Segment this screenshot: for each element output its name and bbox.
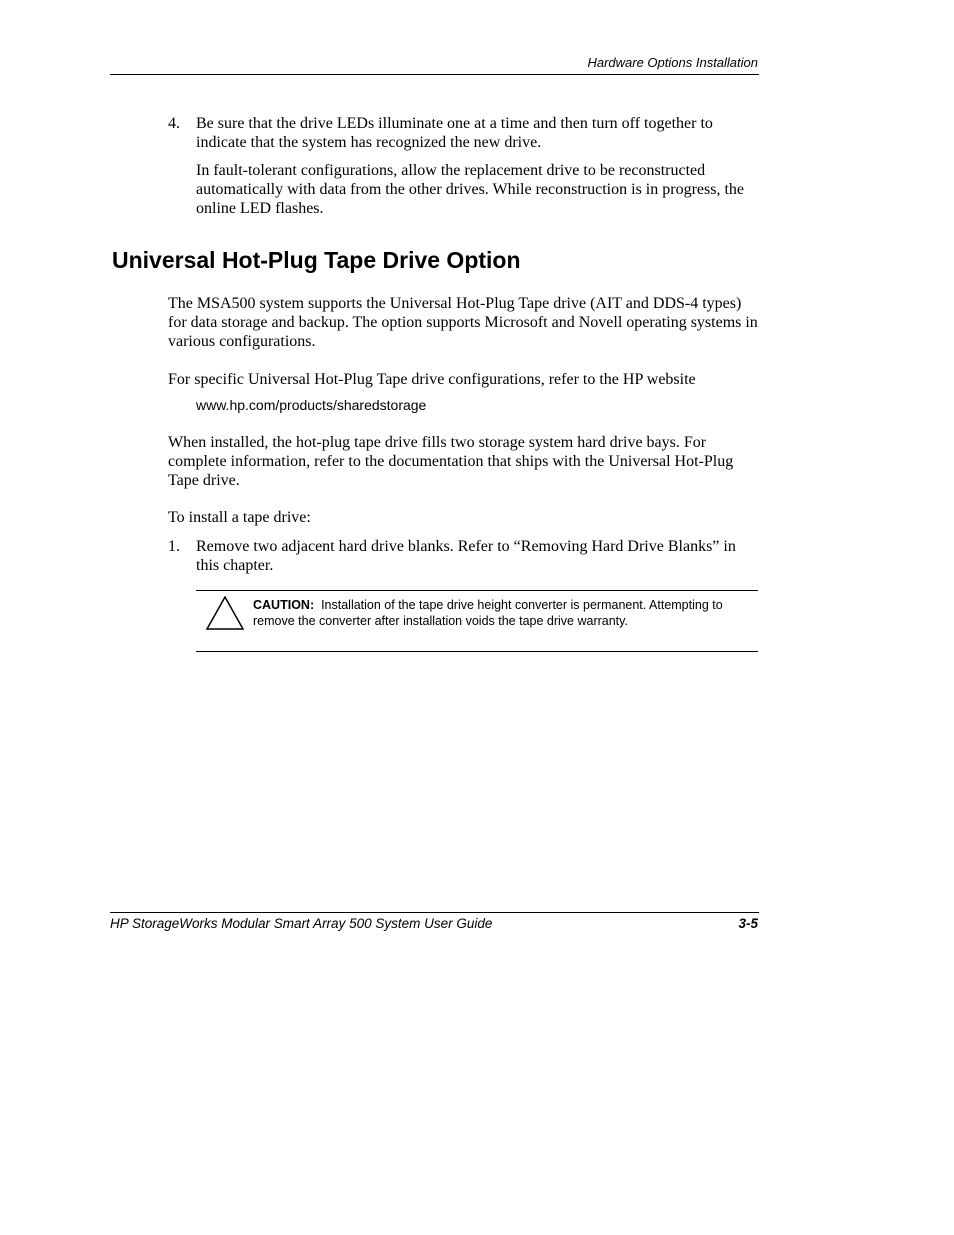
step-number: 4. [168,115,180,132]
paragraph-installed: When installed, the hot-plug tape drive fills two storage system hard drive bays. For complete information, refer to the documentation that ships with the Universal Hot-Plug Tape drive. [168,434,734,489]
footer-page-number: 3-5 [738,916,758,931]
caution-text [253,597,753,629]
paragraph-tape-support: The MSA500 system supports the Universal Hot-Plug Tape drive (AIT and DDS-4 types) for data storage and backup. The option supports Microsoft and Novell operating systems in various configurations. [168,295,758,350]
paragraph-configurations: For specific Universal Hot-Plug Tape drive configurations, refer to the HP website [168,371,696,388]
warning-triangle-icon [206,596,244,630]
paragraph-install-intro: To install a tape drive: [168,509,311,526]
footer-guide-title: HP StorageWorks Modular Smart Array 500 System User Guide [110,916,493,931]
section-title: Universal Hot-Plug Tape Drive Option [112,247,521,273]
header-rule [110,74,759,75]
footer-rule [110,912,759,913]
website-url: www.hp.com/products/sharedstorage [196,397,427,413]
step-4-note: In fault-tolerant configurations, allow the replacement drive to be reconstructed automatically with data from the other drives. While reconstruction is in progress, the online LED flashes. [196,162,744,217]
running-header: Hardware Options Installation [587,55,758,70]
step-number: 1. [168,538,180,555]
caution-label: CAUTION: [253,598,315,612]
step-text: Remove two adjacent hard drive blanks. Refer to “Removing Hard Drive Blanks” in this chapter. [196,538,736,574]
step-text: Be sure that the drive LEDs illuminate one at a time and then turn off together to indicate that the system has recognized the new drive. [196,115,713,151]
caution-box [196,590,758,652]
step-1 [168,537,758,575]
step-4 [168,114,758,152]
caution-message: Installation of the tape drive height converter is permanent. Attempting to remove the converter after installation voids the tape drive warranty. [253,598,723,628]
